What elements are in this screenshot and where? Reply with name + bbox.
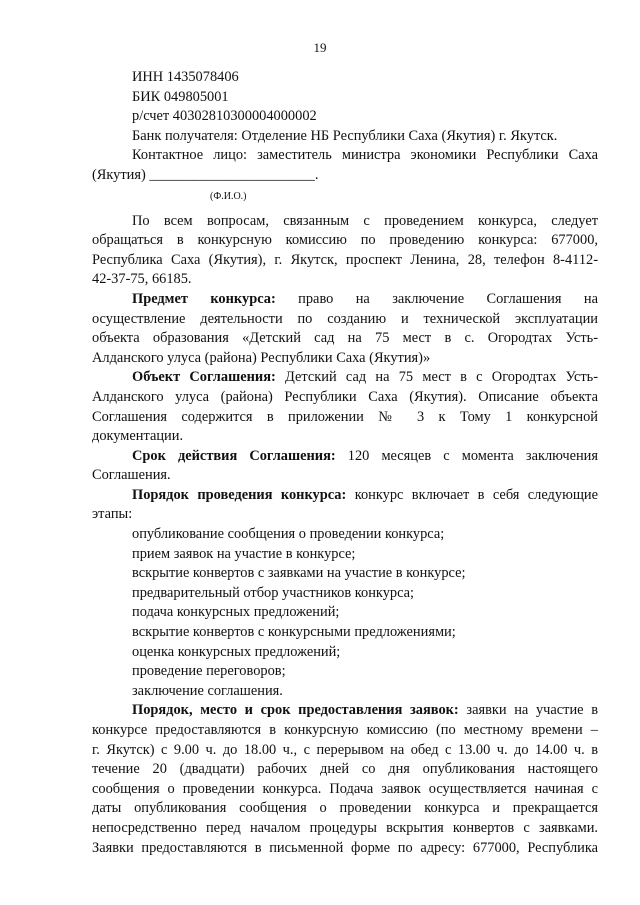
object-line-2: Алданского улуса (района) Республики Саха (Якутия). Описание объекта (92, 388, 598, 405)
applications-line-6: даты опубликования сообщения о проведении конкурса и прекращается (92, 800, 598, 817)
fio-caption: (Ф.И.О.) (210, 190, 247, 202)
account-line: р/счет 40302810300004000002 (132, 108, 317, 125)
applications-line-5: сообщения о проведении конкурса. Подача заявок осуществляется начиная с (92, 780, 598, 797)
stage-item: вскрытие конвертов с конкурсными предложениями; (132, 624, 456, 641)
subject-line-3: объекта образования «Детский сад на 75 мест в с. Огородтах Усть- (92, 330, 598, 347)
stage-item: вскрытие конвертов с заявками на участие в конкурсе; (132, 565, 466, 582)
questions-line-2: обращаться в конкурсную комиссию по проведению конкурса: 677000, (92, 232, 598, 249)
subject-line-4: Алданского улуса (района) Республики Саха (Якутия)» (92, 349, 431, 366)
bik-line: БИК 049805001 (132, 88, 229, 105)
contact-line-2: (Якутия) _______________________. (92, 166, 319, 183)
subject-line-2: осуществление деятельности по созданию и технической эксплуатации (92, 310, 598, 327)
object-line-1 (92, 368, 598, 388)
subject-text: право на заключение Соглашения на (275, 290, 598, 307)
applications-line-1 (92, 701, 598, 721)
stage-item: оценка конкурсных предложений; (132, 643, 341, 660)
applications-line-3: г. Якутск) с 9.00 ч. до 18.00 ч., с перерывом на обед с 13.00 ч. до 14.00 ч. в (92, 741, 598, 758)
questions-line-3: Республика Саха (Якутия), г. Якутск, проспект Ленина, 28, телефон 8-4112- (92, 251, 598, 268)
object-label: Объект Соглашения: (132, 369, 276, 386)
object-text: Детский сад на 75 мест в с Огородтах Усть- (275, 369, 599, 386)
contact-line-1: Контактное лицо: заместитель министра экономики Республики Саха (132, 147, 598, 164)
procedure-line-1 (92, 486, 598, 506)
applications-line-8: Заявки предоставляются в письменной форме по адресу: 677000, Республика (92, 839, 598, 856)
applications-line-7: непосредственно перед началом процедуры вскрытия конвертов с заявками. (92, 819, 598, 836)
procedure-line-2: этапы: (92, 506, 133, 523)
term-text: 120 месяцев с момента заключения (335, 447, 599, 464)
term-label: Срок действия Соглашения: (132, 447, 336, 464)
object-line-4: документации. (92, 428, 184, 445)
term-line-2: Соглашения. (92, 467, 171, 484)
stage-item: подача конкурсных предложений; (132, 604, 340, 621)
applications-line-2: конкурсе предоставляются в конкурсную комиссию (по местному времени – (92, 722, 598, 738)
procedure-label: Порядок проведения конкурса: (132, 486, 347, 503)
stage-item: проведение переговоров; (132, 663, 286, 680)
stage-item: прием заявок на участие в конкурсе; (132, 545, 356, 562)
applications-label: Порядок, место и срок предоставления заявок: (132, 702, 459, 719)
stage-item: предварительный отбор участников конкурса; (132, 584, 415, 601)
subject-label: Предмет конкурса: (132, 290, 276, 307)
term-line-1 (92, 447, 598, 467)
bank-line: Банк получателя: Отделение НБ Республики Саха (Якутия) г. Якутск. (132, 127, 558, 144)
page-number: 19 (313, 40, 327, 55)
stage-item: опубликование сообщения о проведении конкурса; (132, 526, 445, 543)
document-body (92, 68, 598, 858)
inn-line: ИНН 1435078406 (132, 69, 239, 85)
subject-line-1 (92, 290, 598, 310)
object-line-3: Соглашения содержится в приложении № 3 к Тому 1 конкурсной (92, 408, 598, 425)
questions-line-1: По всем вопросам, связанным с проведением конкурса, следует (132, 212, 598, 229)
procedure-text: конкурс включает в себя следующие (346, 486, 598, 503)
applications-text: заявки на участие в (458, 702, 598, 719)
stage-item: заключение соглашения. (132, 682, 283, 699)
applications-line-4: течение 20 (двадцати) рабочих дней со дня опубликования настоящего (92, 761, 598, 778)
questions-line-4: 42-37-75, 66185. (92, 271, 192, 288)
